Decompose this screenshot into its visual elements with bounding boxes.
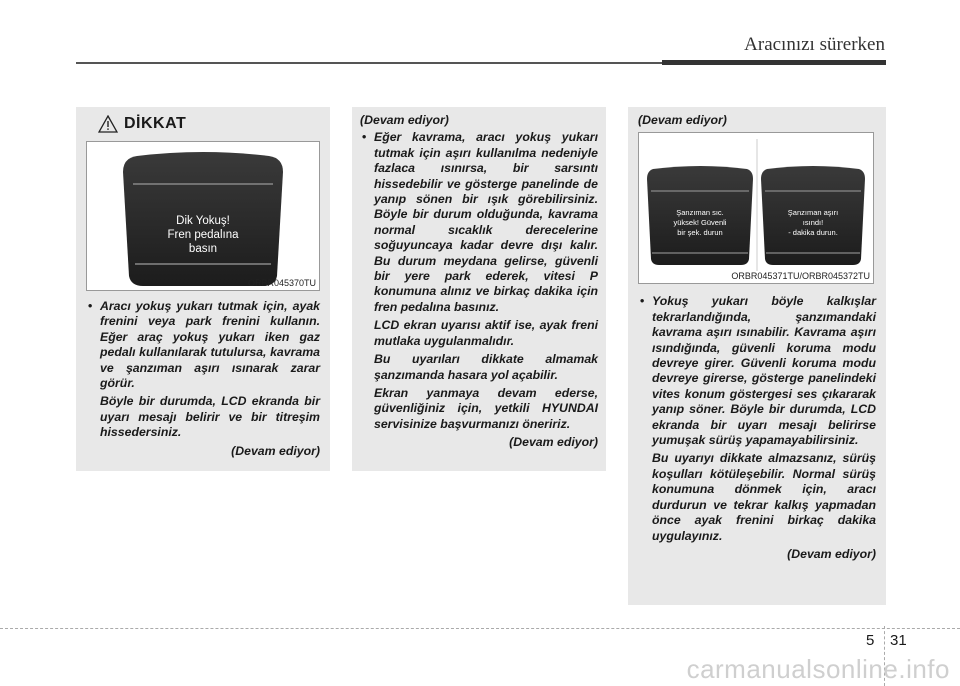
- lcd-display-pair-illustration: [639, 133, 873, 283]
- lcd-display-illustration: [87, 142, 319, 290]
- continued-panel-2: [352, 107, 606, 471]
- continued-panel-3: [628, 107, 886, 605]
- caution-panel: [76, 107, 330, 471]
- header-rule-accent: [662, 60, 886, 65]
- continued-note-top: (Devam ediyor): [360, 113, 449, 127]
- body-paragraph: Ekran yanmaya devam ederse, güvenliğiniz için, yetkili HYUNDAI servisinize başvurmanızı öneririz.: [374, 385, 598, 431]
- body-paragraph: Böyle bir durumda, LCD ekranda bir uyarı mesajı belirir ve bir titreşim hissedersiniz.: [100, 394, 320, 440]
- caution-label: DİKKAT: [124, 115, 187, 132]
- lcd-line: Şanzıman aşırı: [787, 208, 839, 218]
- list-item: • Eğer kavrama, aracı yokuş yukarı tutmak için aşırı kullanılma nedeniyle fazlaca ısınırsa, bir sarsıntı hissedebilir ve gösterge panelinde de yanıp sönen bir ışık görebilirsiniz. Böyle bir durum olduğunda, kavrama normal sıcaklık derecelerine soğuyuncaya kadar devre dışı kalır. Bu durum meydana gelirse, güvenli bir yere park ederek, vitesi P konumuna alınız ve birkaç dakika için fren pedalına basınız.: [360, 130, 598, 315]
- body-paragraph: Bu uyarıyı dikkate almazsanız, sürüş koşulları kötüleşebilir. Normal sürüş konumuna dönmek için, aracı durdurun ve tekrar kalkış yapmadan önce ayak frenini birkaç dakika uygulayınız.: [652, 451, 876, 543]
- body-paragraph: LCD ekran uyarısı aktif ise, ayak freni mutlaka uygulanmalıdır.: [374, 318, 598, 348]
- list-item: • Aracı yokuş yukarı tutmak için, ayak frenini veya park frenini kullanın. Eğer araç yokuş yukarı iken gaz pedalı kullanılarak tutulursa, kavrama ve şanzıman aşırı ısınarak zarar görür.: [86, 299, 320, 391]
- page-number: 31: [890, 632, 907, 649]
- lcd-line: ısındı!: [802, 218, 824, 228]
- lcd-line: yüksek! Güvenli: [673, 218, 727, 228]
- section-number: 5: [866, 632, 875, 649]
- footer-divider: [0, 628, 960, 629]
- lcd-line: basın: [188, 243, 218, 255]
- caution-body: [86, 299, 320, 459]
- list-item: • Yokuş yukarı böyle kalkışlar tekrarlandığında, şanzımandaki kavrama aşırı ısınabilir. Kavrama aşırı ısındığında, güvenli koruma modu devreye girer. Güvenli koruma modu devreye girerse, gösterge panelindeki vites konum göstergesi ses çıkararak yanıp söner. Böyle bir durumda, LCD ekranda bir uyarı mesajı belirirse yumuşak sürüş yapamayabilirsiniz.: [638, 294, 876, 448]
- figure-code: ORBR045370TU: [247, 278, 316, 288]
- lcd-line: bir şek. durun: [677, 228, 723, 238]
- continued-note: (Devam ediyor): [509, 435, 598, 450]
- warning-triangle-icon: [98, 115, 118, 133]
- lcd-line: Şanzıman sıc.: [676, 208, 724, 218]
- lcd-figure-transmission: [638, 132, 874, 284]
- continued-note-top: (Devam ediyor): [638, 113, 727, 127]
- continued-note: (Devam ediyor): [787, 546, 876, 561]
- figure-code: ORBR045371TU/ORBR045372TU: [731, 271, 870, 282]
- lcd-line: Fren pedalına: [167, 229, 239, 241]
- page-header-title: Aracınızı sürerken: [744, 34, 885, 55]
- caution-heading: [86, 107, 320, 141]
- body-paragraph: Bu uyarıları dikkate almamak şanzımanda hasara yol açabilir.: [374, 352, 598, 382]
- lcd-figure-hill: [86, 141, 320, 291]
- lcd-line: - dakika durun.: [788, 228, 838, 238]
- watermark: carmanualsonline.info: [686, 654, 950, 684]
- lcd-line: Dik Yokuş!: [176, 215, 230, 227]
- continued-note: (Devam ediyor): [231, 443, 320, 458]
